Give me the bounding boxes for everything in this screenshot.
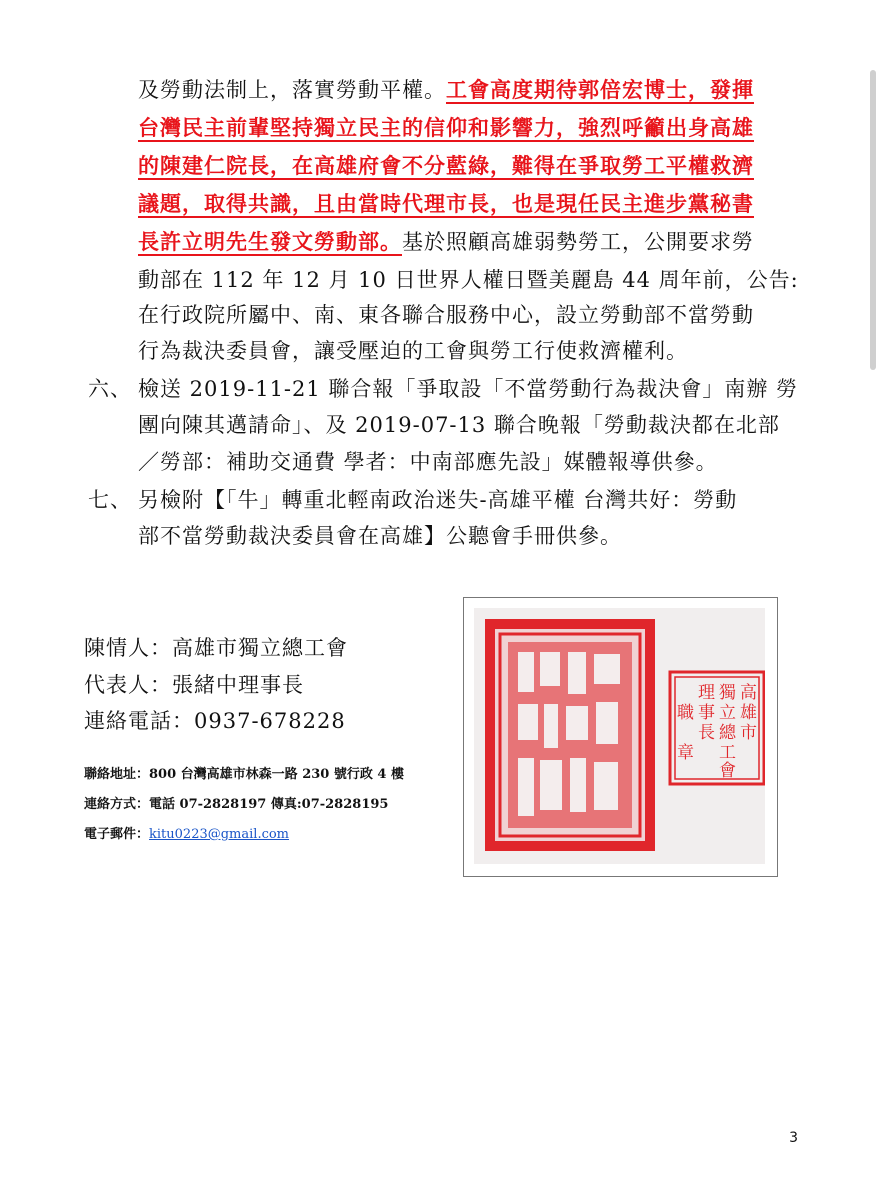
body-line-2 <box>138 110 754 146</box>
body-text: 及勞動法制上，落實勞動平權。 <box>138 78 446 102</box>
svg-text:高: 高 <box>740 683 757 703</box>
svg-text:工: 工 <box>719 743 736 763</box>
highlighted-text: 的陳建仁院長，在高雄府會不分藍綠，難得在爭取勞工平權救濟 <box>138 153 754 178</box>
phone: 連絡電話：0937-678228 <box>84 709 346 733</box>
seal-background <box>474 608 765 864</box>
svg-text:獨: 獨 <box>719 683 736 703</box>
body-line-6: 動部在 112 年 12 月 10 日世界人權日暨美麗島 44 周年前，公告: <box>138 268 799 292</box>
body-line-3 <box>138 148 754 184</box>
svg-text:理: 理 <box>698 683 715 703</box>
highlighted-text: 議題，取得共識，且由當時代理市長，也是現任民主進步黨秘書 <box>138 191 754 216</box>
item-7-marker: 七、 <box>88 488 132 512</box>
svg-text:長: 長 <box>698 723 715 743</box>
representative: 代表人：張緒中理事長 <box>84 673 304 697</box>
highlighted-text: 長許立明先生發文勞動部。 <box>138 229 402 254</box>
email-row <box>84 825 289 845</box>
page-number: 3 <box>789 1130 798 1146</box>
body-line-5 <box>138 224 754 260</box>
svg-text:會: 會 <box>719 761 736 781</box>
address: 聯絡地址：800 台灣高雄市林森一路 230 號行政 4 樓 <box>84 767 404 782</box>
email-label: 電子郵件： <box>84 827 150 842</box>
small-seal <box>649 672 765 784</box>
highlighted-text: 台灣民主前輩堅持獨立民主的信仰和影響力，強烈呼籲出身高雄 <box>138 115 754 140</box>
seal-image <box>463 597 778 877</box>
highlighted-text: 工會高度期待郭倍宏博士，發揮 <box>446 77 754 102</box>
petitioner: 陳情人：高雄市獨立總工會 <box>84 636 348 660</box>
body-line-8: 行為裁決委員會，讓受壓迫的工會與勞工行使救濟權利。 <box>138 339 688 363</box>
scrollbar[interactable] <box>870 70 876 370</box>
large-seal <box>488 622 652 848</box>
svg-text:總: 總 <box>719 723 736 743</box>
item-6-line-3: ／勞部：補助交通費 學者：中南部應先設」媒體報導供參。 <box>138 450 718 474</box>
body-text: 基於照顧高雄弱勢勞工，公開要求勞 <box>402 230 754 254</box>
svg-text:職: 職 <box>677 703 694 723</box>
email-link[interactable]: kitu0223@gmail.com <box>149 827 290 842</box>
item-6-marker: 六、 <box>88 377 132 401</box>
body-line-7: 在行政院所屬中、南、東各聯合服務中心，設立勞動部不當勞動 <box>138 303 754 327</box>
item-7-line-2: 部不當勞動裁決委員會在高雄】公聽會手冊供參。 <box>138 524 622 548</box>
body-line-1 <box>138 72 754 108</box>
item-6-line-1: 檢送 2019-11-21 聯合報「爭取設「不當勞動行為裁決會」南辦 勞 <box>138 377 799 401</box>
svg-text:立: 立 <box>719 703 736 723</box>
svg-text:事: 事 <box>698 703 715 723</box>
svg-text:雄: 雄 <box>740 703 757 723</box>
item-6-line-2: 團向陳其邁請命」、及 2019-07-13 聯合晚報「勞動裁決都在北部 <box>138 413 780 437</box>
body-line-4 <box>138 186 754 222</box>
seals-svg <box>474 608 765 864</box>
svg-text:章: 章 <box>677 743 694 763</box>
contact-methods: 連絡方式：電話 07-2828197 傳真:07-2828195 <box>84 797 389 812</box>
item-7-line-1: 另檢附【「牛」轉重北輕南政治迷失-高雄平權 台灣共好：勞動 <box>138 488 738 512</box>
svg-text:市: 市 <box>740 723 757 743</box>
